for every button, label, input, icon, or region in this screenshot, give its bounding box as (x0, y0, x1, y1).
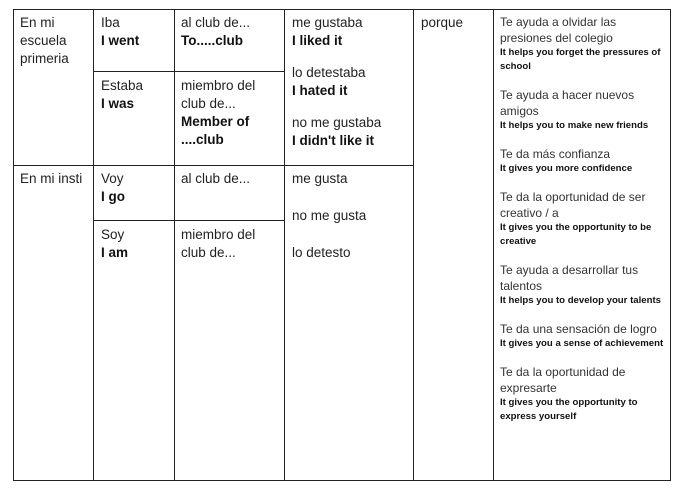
opinion-es: me gustaba (292, 15, 363, 30)
place-secondary-label: En mi insti (20, 171, 83, 186)
reason-es: Te ayuda a hacer nuevos amigos (500, 88, 635, 118)
verb-go-cell (101, 170, 171, 206)
reason-item (500, 87, 666, 133)
reason-es: Te da más confianza (500, 147, 611, 161)
opinion-es: no me gusta (292, 208, 367, 223)
place-primary-label: En mi escuela primeria (20, 15, 69, 66)
connector-label: porque (421, 15, 464, 30)
verb-went-cell (101, 14, 171, 50)
opinion-es: lo detesto (292, 245, 351, 260)
reason-en: It helps you to develop your talents (500, 295, 661, 306)
verb-en: I was (101, 96, 135, 111)
reason-es: Te ayuda a olvidar las presiones del colegio (500, 15, 617, 45)
opinion-es: no me gustaba (292, 115, 382, 130)
verb-es: Iba (101, 15, 120, 30)
reason-es: Te da la oportunidad de expresarte (500, 365, 626, 395)
reason-en: It gives you more confidence (500, 163, 633, 174)
reason-item (500, 262, 666, 308)
verb-en: I go (101, 189, 125, 204)
reason-es: Te da una sensación de logro (500, 322, 657, 336)
opinion-en: I liked it (292, 33, 343, 48)
reason-item (500, 14, 666, 74)
opinions-primary-cell (292, 14, 412, 150)
club-member-secondary-cell (181, 226, 277, 262)
reason-item (500, 364, 666, 424)
reason-item (500, 189, 666, 249)
place-secondary-cell (20, 170, 90, 188)
reason-item (500, 146, 666, 176)
reason-en: It helps you to make new friends (500, 120, 649, 131)
club-en: To.....club (181, 33, 243, 48)
opinion-es: lo detestaba (292, 65, 366, 80)
opinion-en: I didn't like it (292, 133, 374, 148)
reason-en: It helps you forget the pressures of school (500, 47, 661, 72)
verb-es: Soy (101, 227, 125, 242)
reasons-cell (500, 14, 666, 437)
opinion-en: I hated it (292, 83, 348, 98)
verb-es: Estaba (101, 78, 144, 93)
club-to-cell (181, 14, 281, 50)
club-en: Member of ....club (181, 114, 250, 147)
club-to-secondary-cell (181, 170, 281, 188)
club-es: miembro del club de... (181, 227, 256, 260)
verb-en: I went (101, 33, 140, 48)
club-es: miembro del club de... (181, 78, 256, 111)
place-primary-cell (20, 14, 90, 68)
opinions-secondary-cell (292, 170, 412, 262)
reason-item (500, 321, 666, 351)
club-member-cell (181, 77, 277, 149)
club-es: al club de... (181, 15, 251, 30)
reason-en: It gives you the opportunity to express yourself (500, 397, 638, 422)
opinion-es: me gusta (292, 171, 348, 186)
verb-es: Voy (101, 171, 124, 186)
connector-cell (421, 14, 491, 32)
verb-was-cell (101, 77, 171, 113)
verb-am-cell (101, 226, 171, 262)
verb-en: I am (101, 245, 129, 260)
reason-en: It gives you a sense of achievement (500, 338, 664, 349)
club-es: al club de... (181, 171, 251, 186)
reason-en: It gives you the opportunity to be creative (500, 222, 652, 247)
reason-es: Te da la oportunidad de ser creativo / a (500, 190, 646, 220)
reason-es: Te ayuda a desarrollar tus talentos (500, 263, 639, 293)
